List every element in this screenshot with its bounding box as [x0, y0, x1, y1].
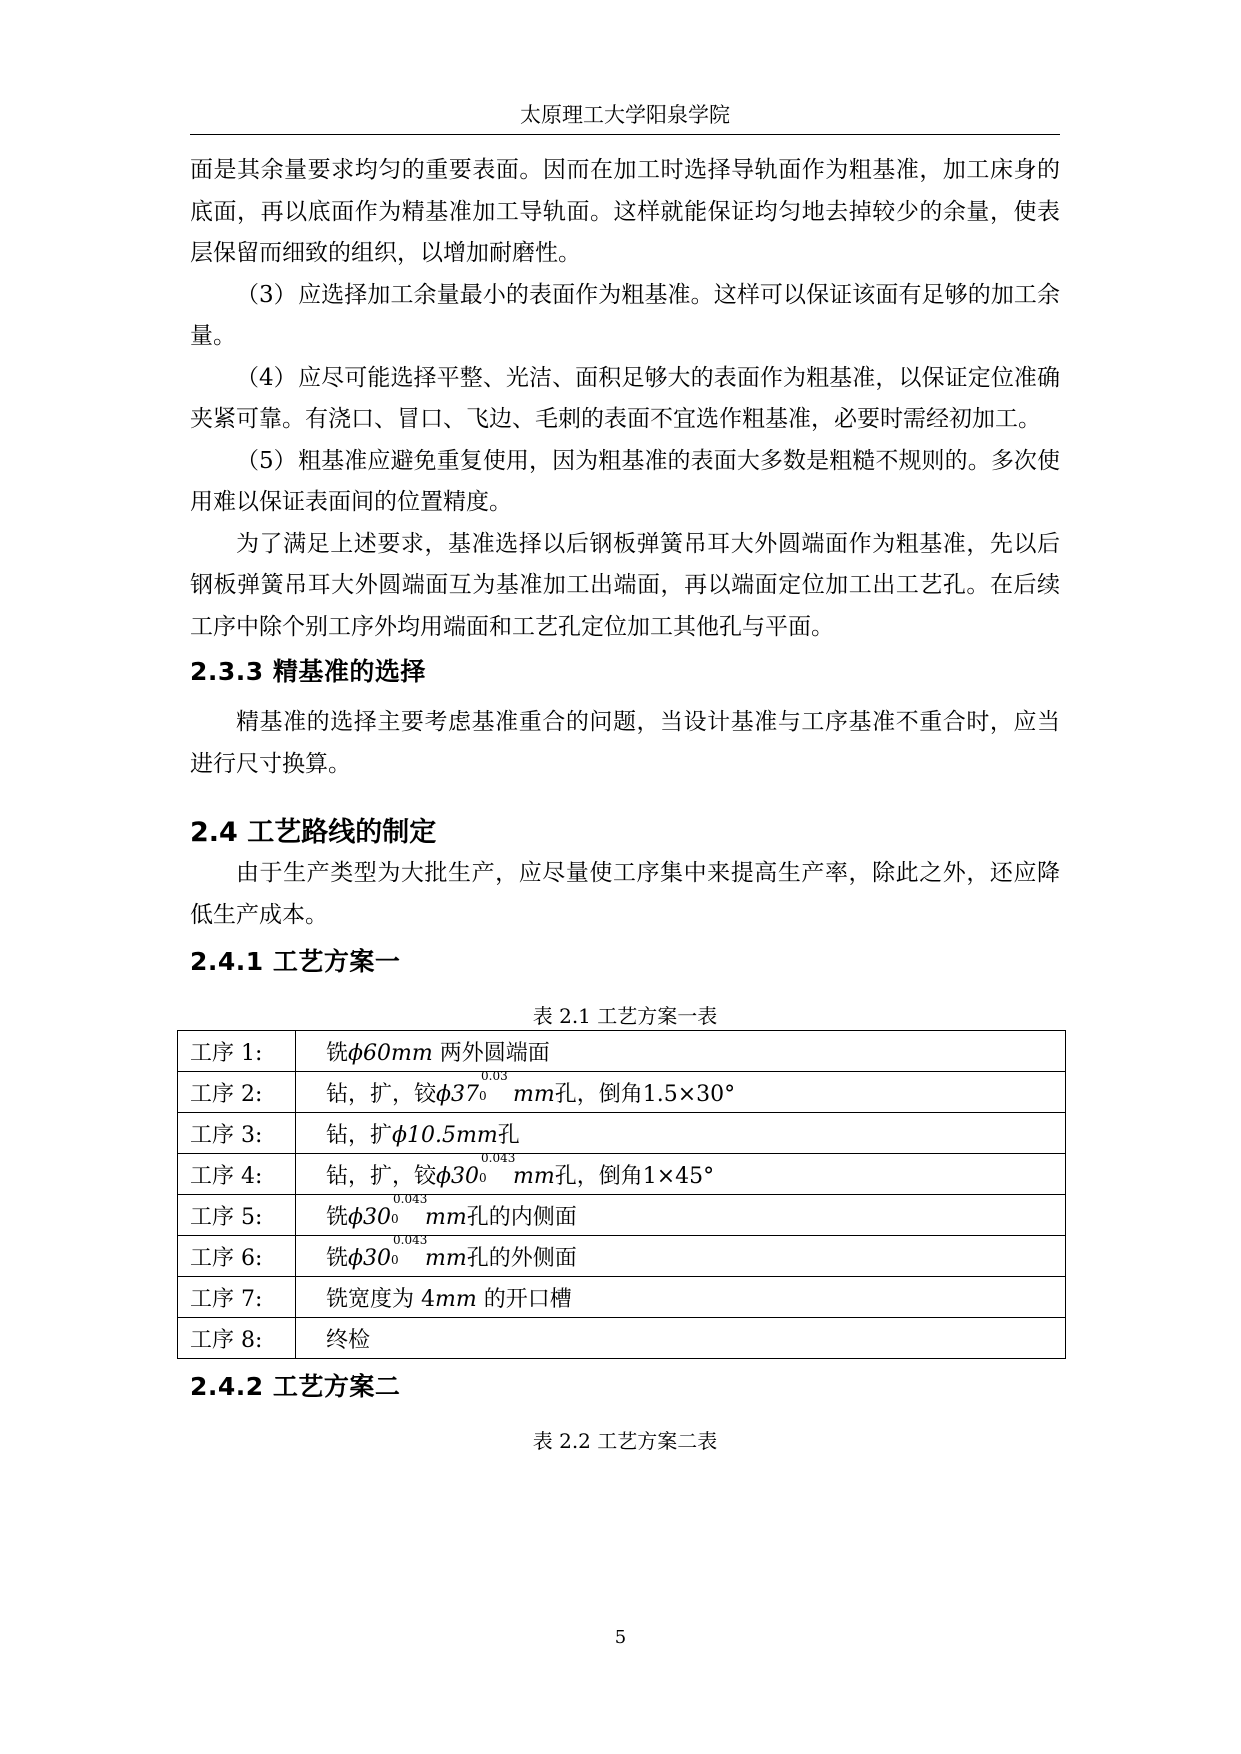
op-text: 孔 [497, 1122, 520, 1148]
list-label: （3） [236, 281, 297, 308]
unit: mm [435, 1286, 477, 1312]
list-text: 应尽可能选择平整、光洁、面积足够大的表面作为粗基准，以保证定位准确夹紧可靠。有浇口、冒口、飞边、毛刺的表面不宜选作粗基准，必要时需经初加工。 [190, 364, 1060, 432]
table-row [178, 1072, 1066, 1113]
op-text: 钻，扩 [326, 1122, 393, 1148]
diameter-value: ϕ30 [436, 1163, 480, 1189]
tolerance [391, 1191, 428, 1226]
op-text: 孔的内侧面 [466, 1204, 577, 1230]
paragraph-guideway: 面是其余量要求均匀的重要表面。因而在加工时选择导轨面作为粗基准，加工床身的底面，再以底面作为精基准加工导轨面。这样就能保证均匀地去掉较少的余量，使表层保留而细致的组织，以增加耐磨性。 [190, 157, 1060, 266]
operation-cell [296, 1232, 1066, 1277]
upper-tolerance: 0.03 [481, 1068, 508, 1083]
diameter-value: ϕ30 [348, 1245, 392, 1271]
process-table-1 [177, 1030, 1066, 1359]
op-text: 的开口槽 [483, 1286, 572, 1312]
op-text: 铣宽度为 4 [326, 1286, 435, 1312]
operation-cell [296, 1277, 1066, 1318]
op-text: 两外圆端面 [439, 1040, 550, 1066]
op-text: 孔，倒角1.5×30° [554, 1081, 736, 1107]
section-heading-2-4-2: 2.4.2 工艺方案二 [190, 1372, 401, 1401]
diameter-value: ϕ10.5 [392, 1122, 456, 1148]
op-text: 铣 [326, 1204, 349, 1230]
operation-cell [296, 1150, 1066, 1195]
section-heading-2-4: 2.4 工艺路线的制定 [190, 817, 437, 848]
paragraph-requirements: 为了满足上述要求，基准选择以后钢板弹簧吊耳大外圆端面作为粗基准，先以后钢板弹簧吊耳大外圆端面互为基准加工出端面，再以端面定位加工出工艺孔。在后续工序中除个别工序外均用端面和工艺孔定位加工其他孔与平面。 [190, 530, 1060, 640]
op-text: 钻，扩，铰 [326, 1081, 437, 1107]
step-cell: 工序 8: [178, 1318, 296, 1359]
step-cell: 工序 5: [178, 1195, 296, 1236]
upper-tolerance: 0.043 [481, 1150, 516, 1165]
operation-cell [296, 1318, 1066, 1359]
table-row [178, 1113, 1066, 1154]
upper-tolerance: 0.043 [393, 1232, 428, 1247]
page-header: 太原理工大学阳泉学院 [520, 103, 730, 127]
table-caption: 表 2.1 工艺方案一表 [532, 1004, 718, 1028]
operation-cell [296, 1031, 1066, 1072]
section-heading-2-4-1: 2.4.1 工艺方案一 [190, 947, 401, 976]
table-row [178, 1031, 1066, 1072]
table-row [178, 1318, 1066, 1359]
op-text: 铣 [326, 1040, 349, 1066]
unit: mm [513, 1163, 555, 1189]
step-cell: 工序 1: [178, 1031, 296, 1072]
list-label: （5） [236, 447, 297, 474]
diameter-value: ϕ30 [348, 1204, 392, 1230]
list-item-4 [190, 358, 1060, 441]
step-cell: 工序 7: [178, 1277, 296, 1318]
lower-tolerance: 0 [391, 1252, 399, 1267]
table-row [178, 1277, 1066, 1318]
table-row [178, 1195, 1066, 1236]
paragraph-fine-datum: 精基准的选择主要考虑基准重合的问题，当设计基准与工序基准不重合时，应当进行尺寸换算。 [190, 709, 1060, 777]
lower-tolerance: 0 [479, 1170, 487, 1185]
operation-cell [296, 1113, 1066, 1154]
op-text: 铣 [326, 1245, 349, 1271]
unit: mm [391, 1040, 433, 1066]
step-cell: 工序 2: [178, 1072, 296, 1113]
unit: mm [425, 1245, 467, 1271]
step-cell: 工序 3: [178, 1113, 296, 1154]
op-text: 钻，扩，铰 [326, 1163, 437, 1189]
diameter-value: ϕ60 [348, 1040, 392, 1066]
table-row [178, 1236, 1066, 1277]
upper-tolerance: 0.043 [393, 1191, 428, 1206]
table-caption: 表 2.2 工艺方案二表 [532, 1429, 718, 1453]
operation-cell [296, 1068, 1066, 1113]
unit: mm [456, 1122, 498, 1148]
list-item-3 [190, 275, 1060, 358]
list-label: （4） [236, 364, 297, 391]
lower-tolerance: 0 [391, 1211, 399, 1226]
unit: mm [425, 1204, 467, 1230]
tolerance [479, 1068, 513, 1103]
diameter-value: ϕ37 [436, 1081, 480, 1107]
unit: mm [513, 1081, 555, 1107]
header-rule [190, 134, 1060, 135]
step-cell: 工序 6: [178, 1236, 296, 1277]
op-text: 孔，倒角1×45° [554, 1163, 715, 1189]
page-body [190, 150, 1060, 1455]
lower-tolerance: 0 [479, 1088, 487, 1103]
page-number: 5 [614, 1627, 627, 1648]
paragraph-route: 由于生产类型为大批生产，应尽量使工序集中来提高生产率，除此之外，还应降低生产成本。 [190, 860, 1060, 928]
tolerance [391, 1232, 428, 1267]
list-text: 粗基准应避免重复使用，因为粗基准的表面大多数是粗糙不规则的。多次使用难以保证表面间的位置精度。 [190, 447, 1060, 515]
section-heading-2-3-3: 2.3.3 精基准的选择 [190, 657, 426, 686]
operation-cell [296, 1191, 1066, 1236]
table-row [178, 1154, 1066, 1195]
list-text: 应选择加工余量最小的表面作为粗基准。这样可以保证该面有足够的加工余量。 [190, 281, 1060, 349]
list-item-5 [190, 441, 1060, 524]
op-text: 孔的外侧面 [466, 1245, 577, 1271]
tolerance [479, 1150, 516, 1185]
op-text: 终检 [326, 1327, 371, 1353]
step-cell: 工序 4: [178, 1154, 296, 1195]
